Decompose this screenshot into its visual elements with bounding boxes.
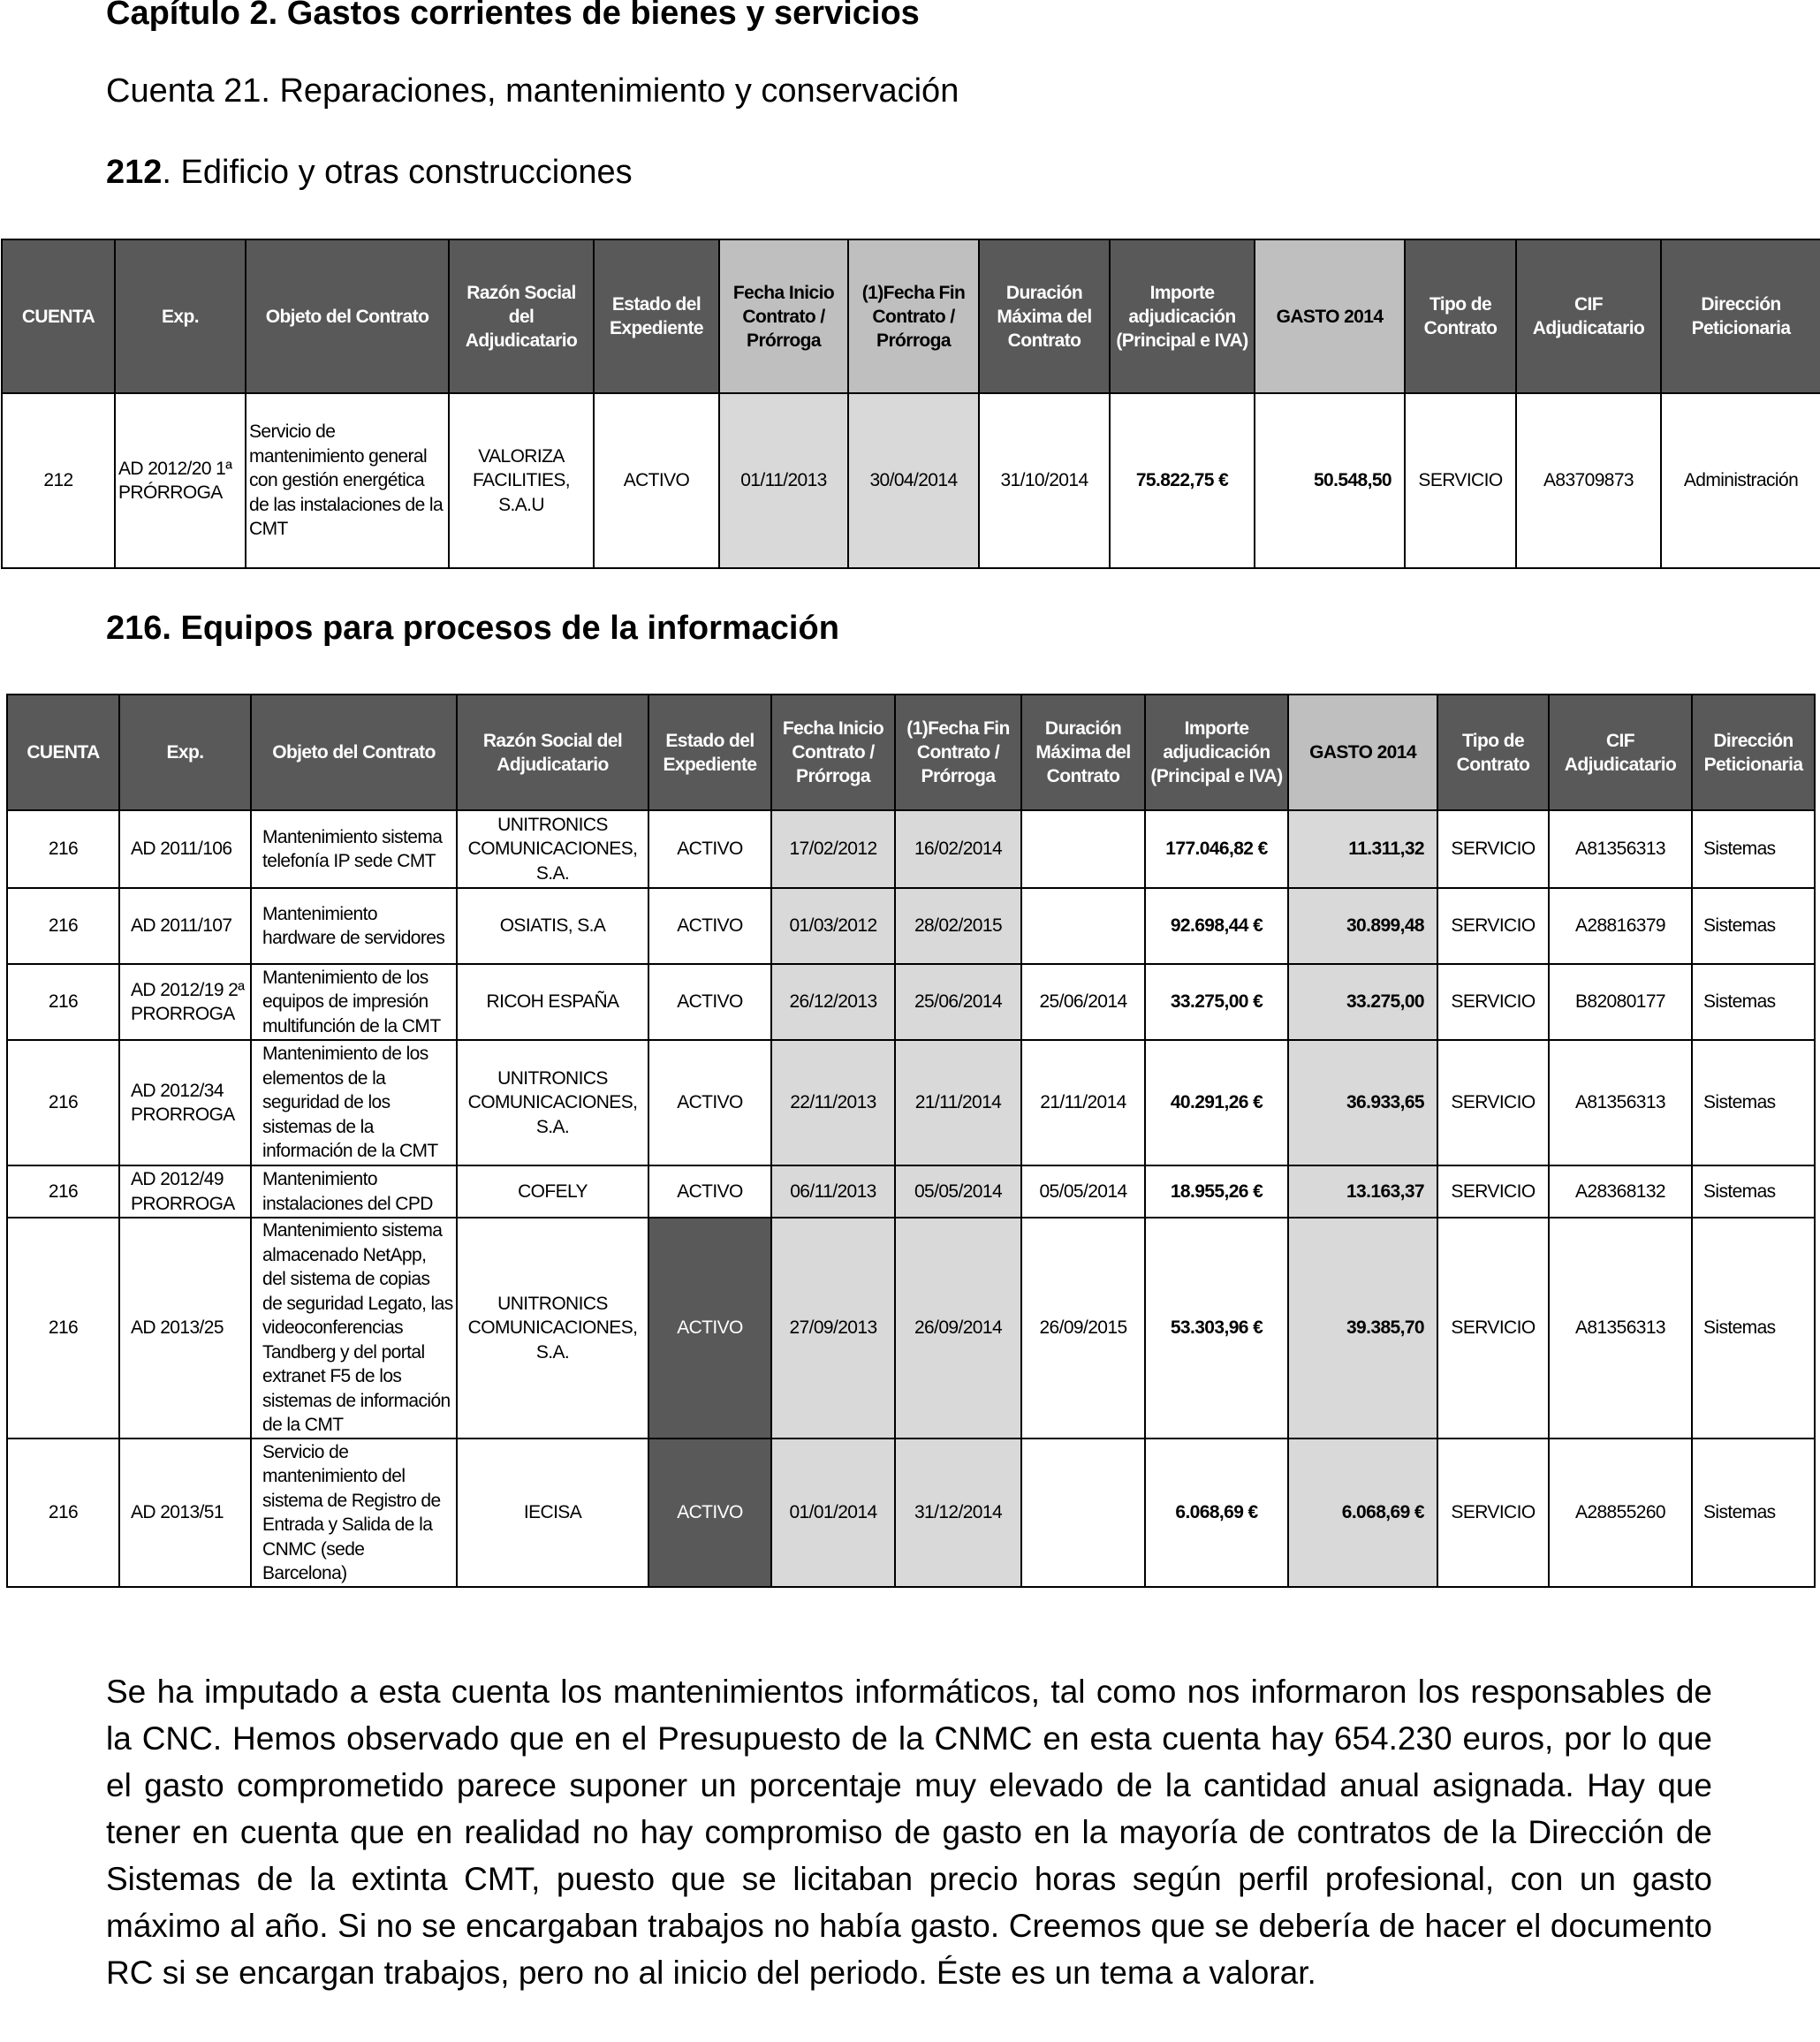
cell-direccion: Sistemas [1692, 1040, 1815, 1165]
col-header-importe: Importe adjudicación (Principal e IVA) [1145, 695, 1288, 810]
cell-objeto: Mantenimiento sistema almacenado NetApp, del sistema de copias de seguridad Legato, las videoconferencias Tandberg y del portal extranet F5 de los sistemas de información de la CMT [251, 1218, 457, 1439]
section-212-title: . Edificio y otras construcciones [162, 154, 633, 191]
cell-tipo: SERVICIO [1437, 810, 1549, 888]
cell-razon-social: UNITRONICS COMUNICACIONES, S.A. [457, 810, 648, 888]
cell-duracion [1021, 888, 1145, 964]
cell-cif: A28816379 [1549, 888, 1692, 964]
cell-tipo: SERVICIO [1437, 1165, 1549, 1218]
col-header-fecha-fin: (1)Fecha Fin Contrato / Prórroga [848, 239, 979, 393]
cell-fecha-fin: 21/11/2014 [895, 1040, 1021, 1165]
cell-direccion: Sistemas [1692, 888, 1815, 964]
account-heading: Cuenta 21. Reparaciones, mantenimiento y conservación [106, 72, 959, 110]
cell-tipo: SERVICIO [1437, 964, 1549, 1040]
cell-estado: ACTIVO [648, 1165, 771, 1218]
table-212 [1, 239, 1820, 569]
col-header-duracion: Duración Máxima del Contrato [1021, 695, 1145, 810]
col-header-cuenta: CUENTA [2, 239, 115, 393]
cell-cuenta: 212 [2, 393, 115, 568]
cell-tipo: SERVICIO [1437, 1439, 1549, 1587]
cell-fecha-inicio: 01/03/2012 [771, 888, 895, 964]
cell-importe: 177.046,82 € [1145, 810, 1288, 888]
chapter-heading: Capítulo 2. Gastos corrientes de bienes y servicios [106, 0, 920, 32]
col-header-cuenta: CUENTA [7, 695, 119, 810]
cell-cuenta: 216 [7, 810, 119, 888]
cell-estado: ACTIVO [648, 888, 771, 964]
cell-fecha-fin: 26/09/2014 [895, 1218, 1021, 1439]
cell-gasto: 13.163,37 [1288, 1165, 1437, 1218]
table-row [2, 393, 1820, 568]
cell-cif: A81356313 [1549, 1218, 1692, 1439]
cell-razon-social: COFELY [457, 1165, 648, 1218]
cell-fecha-inicio: 01/01/2014 [771, 1439, 895, 1587]
cell-importe: 75.822,75 € [1110, 393, 1255, 568]
col-header-cif: CIF Adjudicatario [1549, 695, 1692, 810]
col-header-exp: Exp. [115, 239, 246, 393]
cell-gasto: 33.275,00 [1288, 964, 1437, 1040]
cell-gasto: 36.933,65 [1288, 1040, 1437, 1165]
cell-cif: B82080177 [1549, 964, 1692, 1040]
cell-exp: AD 2011/107 [119, 888, 251, 964]
col-header-gasto: GASTO 2014 [1255, 239, 1405, 393]
cell-razon-social: RICOH ESPAÑA [457, 964, 648, 1040]
cell-estado: ACTIVO [648, 1040, 771, 1165]
cell-razon-social: UNITRONICS COMUNICACIONES, S.A. [457, 1040, 648, 1165]
cell-exp: AD 2012/19 2ª PRORROGA [119, 964, 251, 1040]
cell-estado: ACTIVO [648, 810, 771, 888]
cell-importe: 33.275,00 € [1145, 964, 1288, 1040]
section-212-heading [106, 154, 633, 192]
cell-exp: AD 2011/106 [119, 810, 251, 888]
body-paragraph: Se ha imputado a esta cuenta los mantenimientos informáticos, tal como nos informaron los responsables de la CNC. Hemos observado que en el Presupuesto de la CNMC en esta cuenta hay 654.230 euros, por lo que el gasto comprometido parece suponer un porcentaje muy elevado de la cantidad anual asignada. Hay que tener en cuenta que en realidad no hay compromiso de gasto en la mayoría de contratos de la Dirección de Sistemas de la extinta CMT, puesto que se licitaban precio horas según perfil profesional, con un gasto máximo al año. Si no se encargaban trabajos no había gasto. Creemos que se debería de hacer el documento RC si se encargan trabajos, pero no al inicio del periodo. Éste es un tema a valorar. [106, 1674, 1712, 1991]
col-header-fecha-inicio: Fecha Inicio Contrato / Prórroga [771, 695, 895, 810]
cell-duracion [1021, 810, 1145, 888]
col-header-direccion: Dirección Peticionaria [1661, 239, 1820, 393]
cell-cuenta: 216 [7, 1165, 119, 1218]
cell-objeto: Servicio de mantenimiento del sistema de Registro de Entrada y Salida de la CNMC (sede Barcelona) [251, 1439, 457, 1587]
cell-gasto: 11.311,32 [1288, 810, 1437, 888]
table-row [7, 888, 1815, 964]
cell-gasto: 39.385,70 [1288, 1218, 1437, 1439]
table-header-row [7, 695, 1815, 810]
cell-exp: AD 2012/49 PRORROGA [119, 1165, 251, 1218]
cell-duracion [1021, 1439, 1145, 1587]
col-header-estado: Estado del Expediente [648, 695, 771, 810]
cell-fecha-inicio: 22/11/2013 [771, 1040, 895, 1165]
cell-gasto: 50.548,50 [1255, 393, 1405, 568]
cell-cif: A83709873 [1516, 393, 1661, 568]
cell-direccion: Sistemas [1692, 810, 1815, 888]
cell-exp: AD 2013/51 [119, 1439, 251, 1587]
cell-cuenta: 216 [7, 888, 119, 964]
cell-objeto: Mantenimiento instalaciones del CPD [251, 1165, 457, 1218]
cell-objeto: Mantenimiento de los elementos de la seguridad de los sistemas de la información de la CMT [251, 1040, 457, 1165]
cell-objeto: Mantenimiento de los equipos de impresión multifunción de la CMT [251, 964, 457, 1040]
cell-gasto: 30.899,48 [1288, 888, 1437, 964]
col-header-objeto: Objeto del Contrato [251, 695, 457, 810]
cell-razon-social: VALORIZA FACILITIES, S.A.U [449, 393, 594, 568]
table-row [7, 964, 1815, 1040]
cell-exp: AD 2012/34 PRORROGA [119, 1040, 251, 1165]
cell-tipo: SERVICIO [1437, 888, 1549, 964]
cell-tipo: SERVICIO [1437, 1040, 1549, 1165]
cell-razon-social: IECISA [457, 1439, 648, 1587]
cell-cuenta: 216 [7, 964, 119, 1040]
cell-cif: A28855260 [1549, 1439, 1692, 1587]
cell-razon-social: UNITRONICS COMUNICACIONES, S.A. [457, 1218, 648, 1439]
cell-estado: ACTIVO [648, 964, 771, 1040]
cell-duracion: 31/10/2014 [979, 393, 1110, 568]
section-216-heading: 216. Equipos para procesos de la información [106, 610, 839, 647]
cell-tipo: SERVICIO [1405, 393, 1516, 568]
cell-fecha-inicio: 26/12/2013 [771, 964, 895, 1040]
cell-fecha-fin: 28/02/2015 [895, 888, 1021, 964]
cell-importe: 18.955,26 € [1145, 1165, 1288, 1218]
table-216 [6, 694, 1816, 1588]
col-header-importe: Importe adjudicación (Principal e IVA) [1110, 239, 1255, 393]
cell-importe: 53.303,96 € [1145, 1218, 1288, 1439]
col-header-objeto: Objeto del Contrato [246, 239, 449, 393]
cell-importe: 92.698,44 € [1145, 888, 1288, 964]
cell-fecha-fin: 31/12/2014 [895, 1439, 1021, 1587]
col-header-gasto: GASTO 2014 [1288, 695, 1437, 810]
cell-razon-social: OSIATIS, S.A [457, 888, 648, 964]
cell-duracion: 21/11/2014 [1021, 1040, 1145, 1165]
cell-duracion: 05/05/2014 [1021, 1165, 1145, 1218]
cell-fecha-fin: 30/04/2014 [848, 393, 979, 568]
col-header-cif: CIF Adjudicatario [1516, 239, 1661, 393]
table-row [7, 1040, 1815, 1165]
cell-exp: AD 2012/20 1ª PRÓRROGA [115, 393, 246, 568]
cell-direccion: Sistemas [1692, 964, 1815, 1040]
table-row [7, 1439, 1815, 1587]
cell-tipo: SERVICIO [1437, 1218, 1549, 1439]
col-header-fecha-inicio: Fecha Inicio Contrato / Prórroga [719, 239, 848, 393]
col-header-razon-social: Razón Social del Adjudicatario [457, 695, 648, 810]
cell-cuenta: 216 [7, 1439, 119, 1587]
cell-estado: ACTIVO [648, 1439, 771, 1587]
cell-cuenta: 216 [7, 1040, 119, 1165]
cell-objeto: Mantenimiento hardware de servidores [251, 888, 457, 964]
cell-duracion: 26/09/2015 [1021, 1218, 1145, 1439]
cell-estado: ACTIVO [594, 393, 719, 568]
cell-duracion: 25/06/2014 [1021, 964, 1145, 1040]
cell-objeto: Servicio de mantenimiento general con gestión energética de las instalaciones de la CMT [246, 393, 449, 568]
col-header-duracion: Duración Máxima del Contrato [979, 239, 1110, 393]
cell-fecha-inicio: 06/11/2013 [771, 1165, 895, 1218]
col-header-tipo: Tipo de Contrato [1437, 695, 1549, 810]
cell-exp: AD 2013/25 [119, 1218, 251, 1439]
col-header-direccion: Dirección Peticionaria [1692, 695, 1815, 810]
cell-fecha-inicio: 01/11/2013 [719, 393, 848, 568]
col-header-fecha-fin: (1)Fecha Fin Contrato / Prórroga [895, 695, 1021, 810]
cell-cif: A81356313 [1549, 1040, 1692, 1165]
cell-fecha-inicio: 17/02/2012 [771, 810, 895, 888]
cell-fecha-fin: 05/05/2014 [895, 1165, 1021, 1218]
table-row [7, 1218, 1815, 1439]
cell-cuenta: 216 [7, 1218, 119, 1439]
cell-cif: A81356313 [1549, 810, 1692, 888]
cell-gasto: 6.068,69 € [1288, 1439, 1437, 1587]
cell-objeto: Mantenimiento sistema telefonía IP sede CMT [251, 810, 457, 888]
cell-fecha-fin: 25/06/2014 [895, 964, 1021, 1040]
cell-fecha-fin: 16/02/2014 [895, 810, 1021, 888]
cell-direccion: Sistemas [1692, 1439, 1815, 1587]
col-header-tipo: Tipo de Contrato [1405, 239, 1516, 393]
cell-fecha-inicio: 27/09/2013 [771, 1218, 895, 1439]
table-row [7, 1165, 1815, 1218]
table-header-row [2, 239, 1820, 393]
cell-importe: 40.291,26 € [1145, 1040, 1288, 1165]
col-header-estado: Estado del Expediente [594, 239, 719, 393]
cell-importe: 6.068,69 € [1145, 1439, 1288, 1587]
cell-cif: A28368132 [1549, 1165, 1692, 1218]
cell-direccion: Administración [1661, 393, 1820, 568]
section-212-number: 212 [106, 154, 163, 191]
col-header-razon-social: Razón Social del Adjudicatario [449, 239, 594, 393]
cell-estado: ACTIVO [648, 1218, 771, 1439]
table-row [7, 810, 1815, 888]
cell-direccion: Sistemas [1692, 1165, 1815, 1218]
cell-direccion: Sistemas [1692, 1218, 1815, 1439]
col-header-exp: Exp. [119, 695, 251, 810]
